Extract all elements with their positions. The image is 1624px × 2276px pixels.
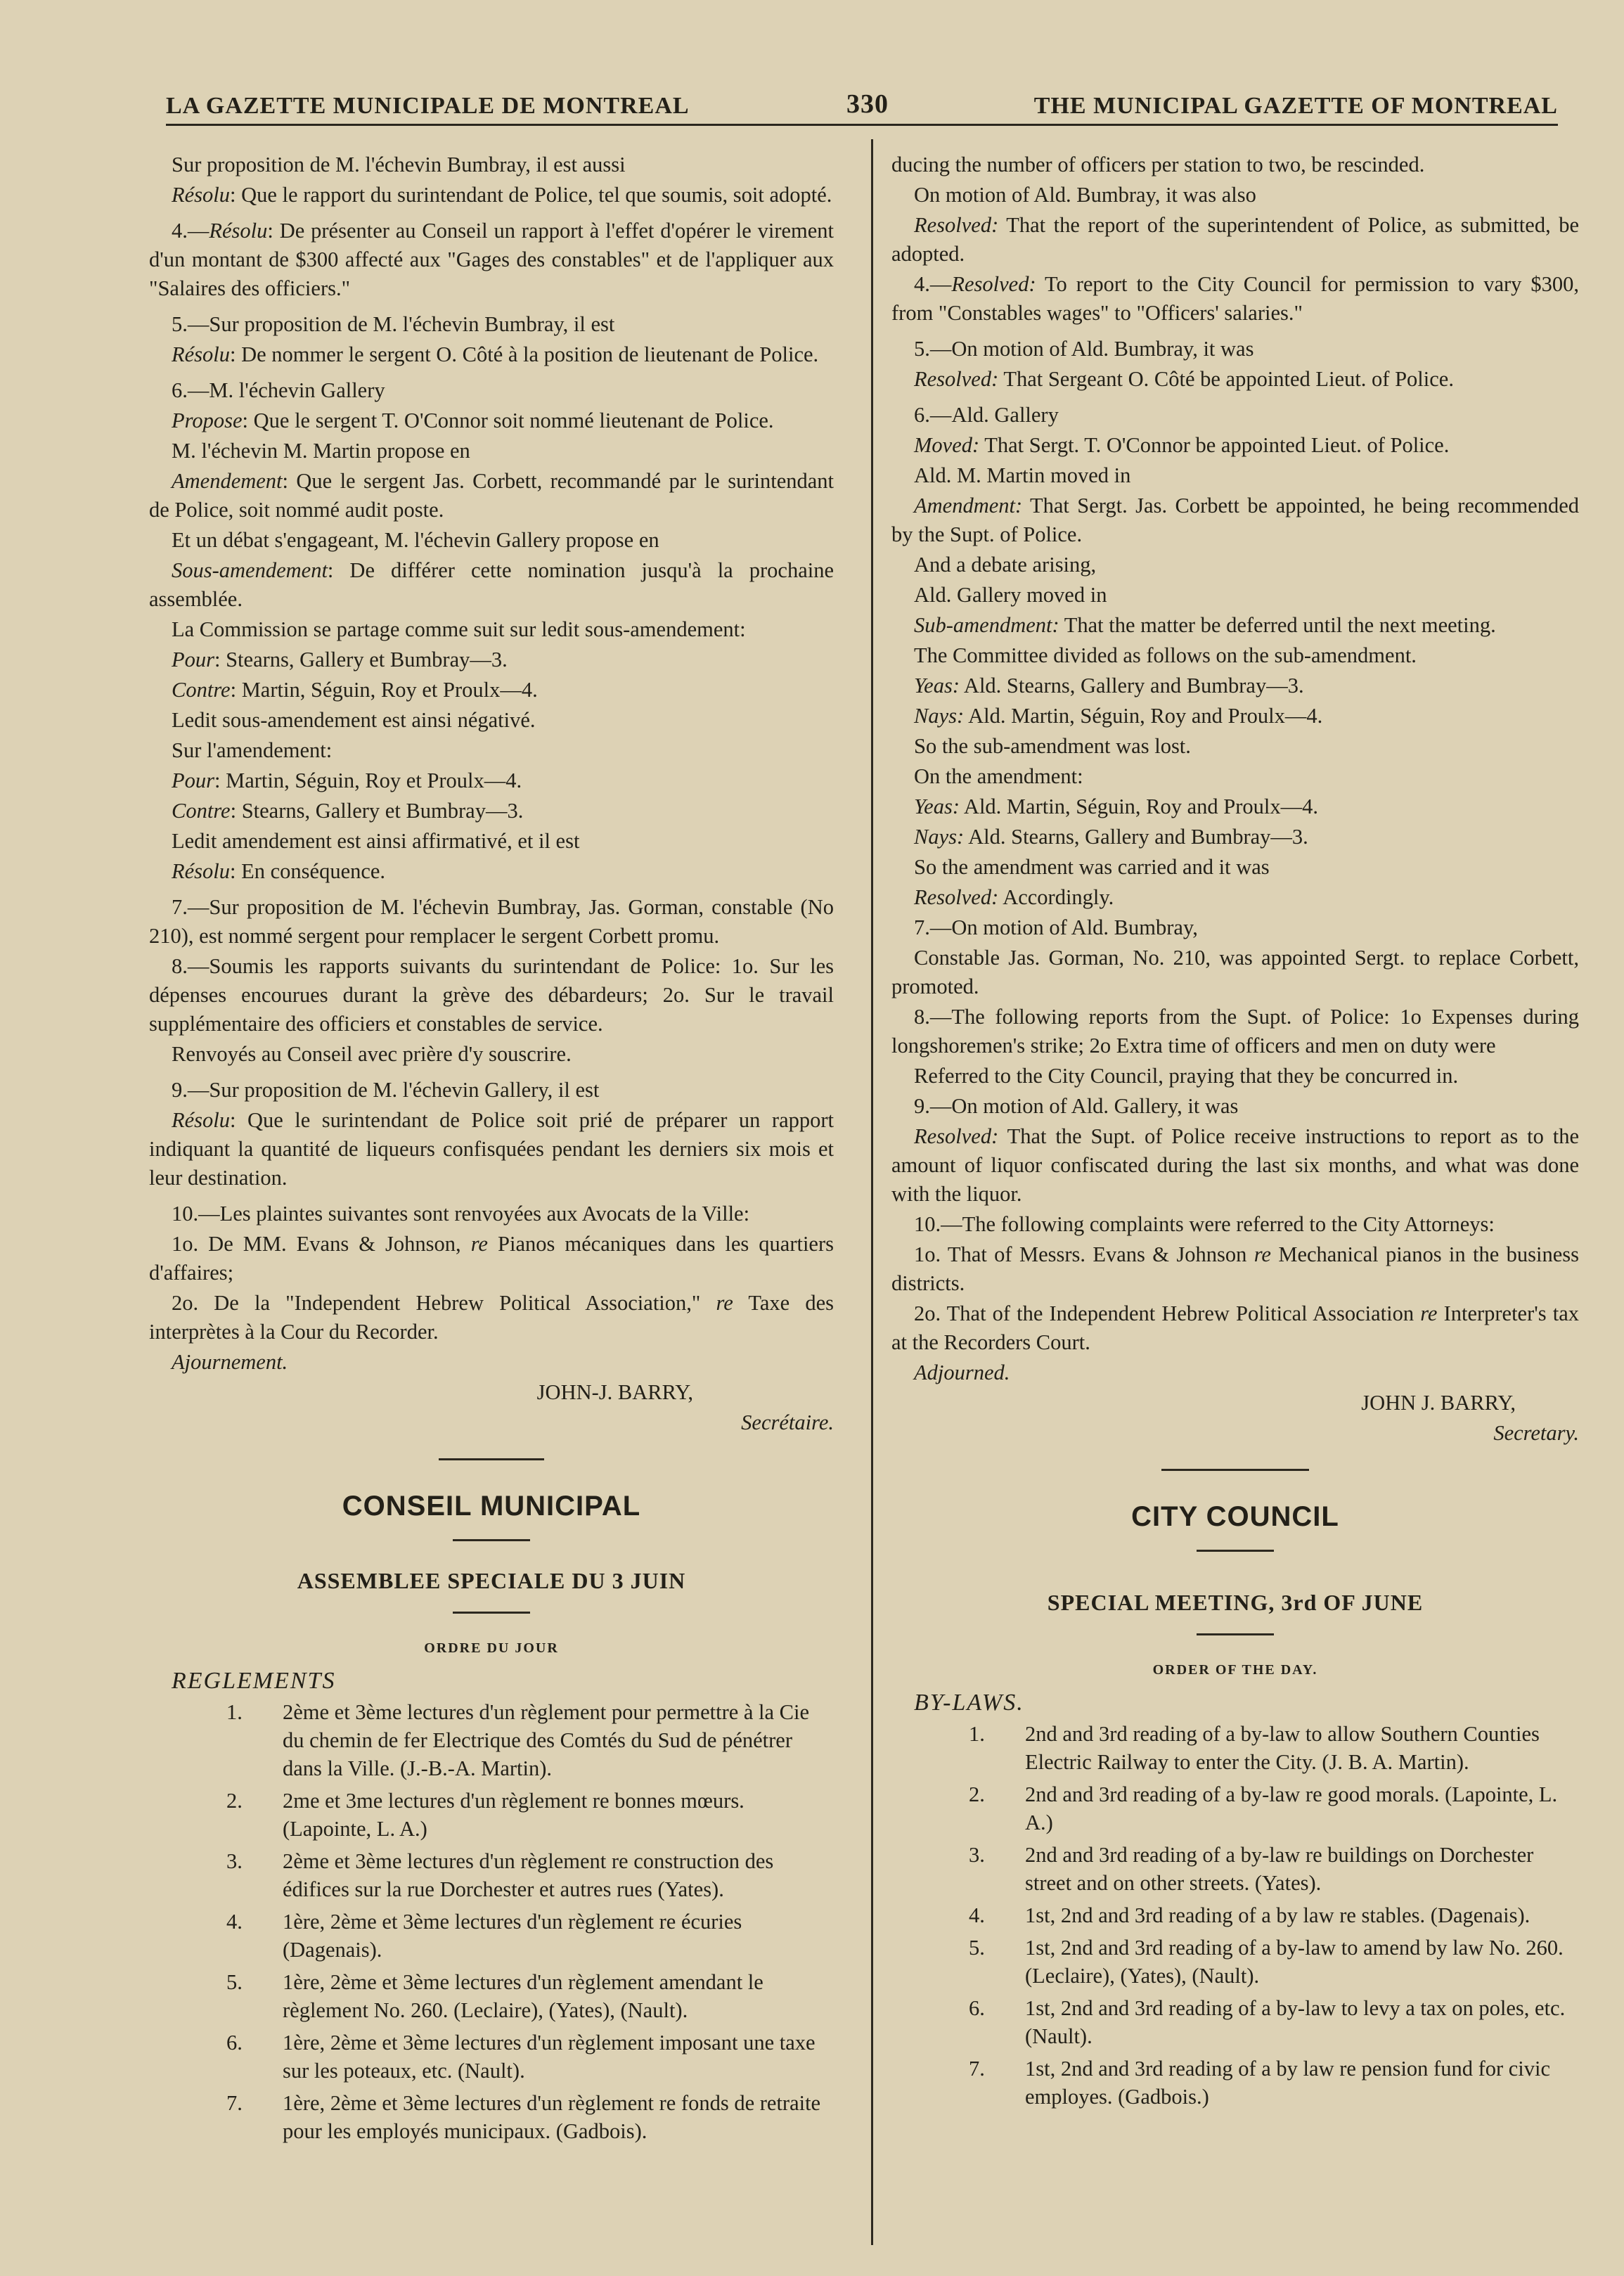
paragraph: On the amendment: bbox=[914, 764, 1083, 788]
section-rule bbox=[1161, 1469, 1309, 1471]
paragraph: Et un débat s'engageant, M. l'échevin Gallery propose en bbox=[172, 528, 659, 552]
list-item: 4. 1ère, 2ème et 3ème lectures d'un règlement re écuries (Dagenais). bbox=[226, 1910, 742, 1962]
column-divider bbox=[871, 139, 873, 2245]
list-item: 7. 1st, 2nd and 3rd reading of a by law re pension fund for civic employes. (Gadbois.) bbox=[969, 2057, 1551, 2109]
list-item: 5. 1ère, 2ème et 3ème lectures d'un règlement amendant le règlement No. 260. (Leclaire), (Yates), (Nault). bbox=[226, 1970, 763, 2022]
paragraph: Moved: That Sergt. T. O'Connor be appointed Lieut. of Police. bbox=[914, 433, 1450, 457]
paragraph: 4.—Résolu: De présenter au Conseil un rapport à l'effet d'opérer le virement d'un montant de $300 affecté aux "Gages des constables" et de l'appliquer aux "Salaires des officiers." bbox=[149, 219, 834, 300]
paragraph: 1o. That of Messrs. Evans & Johnson re Mechanical pianos in the business districts. bbox=[891, 1242, 1579, 1295]
paragraph: 10.—Les plaintes suivantes sont renvoyées aux Avocats de la Ville: bbox=[172, 1202, 750, 1226]
bylaw-list-english bbox=[891, 1720, 1579, 2111]
paragraph: Nays: Ald. Martin, Séguin, Roy and Proulx—4. bbox=[914, 704, 1323, 728]
french-column bbox=[149, 150, 834, 2149]
paragraph: Yeas: Ald. Martin, Séguin, Roy and Proulx—4. bbox=[914, 795, 1319, 818]
paragraph: Contre: Martin, Séguin, Roy et Proulx—4. bbox=[172, 678, 538, 702]
paragraph: Ald. M. Martin moved in bbox=[914, 463, 1131, 487]
paragraph: Ald. Gallery moved in bbox=[914, 583, 1107, 607]
section-title: REGLEMENTS bbox=[172, 1668, 336, 1694]
paragraph: ducing the number of officers per station to two, be rescinded. bbox=[891, 153, 1425, 176]
meeting-title: ASSEMBLEE SPECIALE DU 3 JUIN bbox=[297, 1568, 686, 1593]
council-title: CONSEIL MUNICIPAL bbox=[342, 1491, 641, 1522]
paragraph: So the amendment was carried and it was bbox=[914, 855, 1270, 879]
paragraph: Ledit sous-amendement est ainsi négativé. bbox=[172, 708, 536, 732]
list-item: 6. 1ère, 2ème et 3ème lectures d'un règlement imposant une taxe sur les poteaux, etc. (Nault). bbox=[226, 2031, 816, 2083]
paragraph: 5.—Sur proposition de M. l'échevin Bumbray, il est bbox=[172, 312, 615, 336]
paragraph: 9.—On motion of Ald. Gallery, it was bbox=[914, 1094, 1239, 1118]
paragraph: 6.—M. l'échevin Gallery bbox=[172, 378, 385, 402]
paragraph: Sur l'amendement: bbox=[172, 738, 333, 762]
paragraph: Résolu: Que le rapport du surintendant de Police, tel que soumis, soit adopté. bbox=[172, 183, 832, 207]
header-title-english: THE MUNICIPAL GAZETTE OF MONTREAL bbox=[1033, 93, 1558, 119]
signature-name: JOHN J. BARRY, bbox=[1361, 1391, 1516, 1415]
meeting-title: SPECIAL MEETING, 3rd OF JUNE bbox=[1047, 1590, 1424, 1615]
paragraph: Résolu: De nommer le sergent O. Côté à la position de lieutenant de Police. bbox=[172, 342, 819, 366]
council-title: CITY COUNCIL bbox=[1131, 1501, 1339, 1532]
list-item: 7. 1ère, 2ème et 3ème lectures d'un règlement re fonds de retraite pour les employés municipaux. (Gadbois). bbox=[226, 2091, 821, 2143]
paragraph: Pour: Stearns, Gallery et Bumbray—3. bbox=[172, 648, 508, 671]
paragraph: 4.—Resolved: To report to the City Council for permission to vary $300, from "Constables wages" to "Officers' salaries." bbox=[891, 272, 1579, 325]
adjournment: Ajournement. bbox=[172, 1350, 288, 1374]
paragraph: And a debate arising, bbox=[914, 553, 1097, 577]
list-item: 2. 2nd and 3rd reading of a by-law re good morals. (Lapointe, L. A.) bbox=[969, 1782, 1558, 1834]
paragraph: Amendement: Que le sergent Jas. Corbett, recommandé par le surintendant de Police, soit nommé audit poste. bbox=[149, 469, 834, 522]
list-item: 3. 2nd and 3rd reading of a by-law re buildings on Dorchester street and on other streets. (Yates). bbox=[969, 1843, 1534, 1895]
english-column bbox=[891, 150, 1579, 2115]
paragraph: 6.—Ald. Gallery bbox=[914, 403, 1059, 427]
adjournment: Adjourned. bbox=[914, 1361, 1010, 1384]
paragraph: Pour: Martin, Séguin, Roy et Proulx—4. bbox=[172, 769, 522, 792]
order-title: ORDRE DU JOUR bbox=[424, 1640, 559, 1656]
paragraph: Sur proposition de M. l'échevin Bumbray, il est aussi bbox=[172, 153, 626, 176]
paragraph: Amendment: That Sergt. Jas. Corbett be appointed, he being recommended by the Supt. of Police. bbox=[891, 494, 1579, 546]
list-item: 2. 2me et 3me lectures d'un règlement re bonnes mœurs. (Lapointe, L. A.) bbox=[226, 1789, 745, 1841]
paragraph: 1o. De MM. Evans & Johnson, re Pianos mécaniques dans les quartiers d'affaires; bbox=[149, 1232, 834, 1285]
paragraph: Renvoyés au Conseil avec prière d'y souscrire. bbox=[172, 1042, 572, 1066]
signature-title: Secrétaire. bbox=[741, 1410, 834, 1434]
page-header bbox=[166, 83, 1558, 126]
paragraph: 7.—Sur proposition de M. l'échevin Bumbray, Jas. Gorman, constable (No 210), est nommé sergent pour remplacer le sergent Corbett promu. bbox=[149, 895, 834, 948]
order-title: ORDER OF THE DAY. bbox=[1152, 1662, 1318, 1678]
paragraph: 9.—Sur proposition de M. l'échevin Gallery, il est bbox=[172, 1078, 600, 1102]
paragraph: Constable Jas. Gorman, No. 210, was appointed Sergt. to replace Corbett, promoted. bbox=[891, 946, 1579, 998]
signature-title: Secretary. bbox=[1493, 1421, 1579, 1445]
section-rule bbox=[1197, 1633, 1274, 1635]
paragraph: 8.—The following reports from the Supt. of Police: 1o Expenses during longshoremen's strike; 2o Extra time of officers and men on duty were bbox=[891, 1005, 1579, 1057]
paragraph: Resolved: That Sergeant O. Côté be appointed Lieut. of Police. bbox=[914, 367, 1454, 391]
section-rule bbox=[453, 1612, 530, 1614]
list-item: 5. 1st, 2nd and 3rd reading of a by-law to amend by law No. 260. (Leclaire), (Yates), (Nault). bbox=[969, 1936, 1564, 1988]
list-item: 1. 2nd and 3rd reading of a by-law to allow Southern Counties Electric Railway to enter the City. (J. B. A. Martin). bbox=[969, 1722, 1540, 1774]
paragraph: Resolved: That the Supt. of Police receive instructions to report as to the amount of liquor confiscated during the last six months, and what was done with the liquor. bbox=[891, 1124, 1579, 1206]
paragraph: Referred to the City Council, praying that they be concurred in. bbox=[914, 1064, 1459, 1088]
section-title: BY-LAWS. bbox=[914, 1690, 1024, 1716]
section-rule bbox=[453, 1539, 530, 1541]
paragraph: 2o. That of the Independent Hebrew Political Association re Interpreter's tax at the Recorders Court. bbox=[891, 1301, 1579, 1354]
signature-name: JOHN-J. BARRY, bbox=[536, 1380, 693, 1404]
paragraph: 7.—On motion of Ald. Bumbray, bbox=[914, 915, 1198, 939]
paragraph: Yeas: Ald. Stearns, Gallery and Bumbray—3. bbox=[914, 674, 1304, 697]
paragraph: The Committee divided as follows on the sub-amendment. bbox=[914, 643, 1417, 667]
paragraph: Nays: Ald. Stearns, Gallery and Bumbray—3. bbox=[914, 825, 1308, 849]
paragraph: La Commission se partage comme suit sur ledit sous-amendement: bbox=[172, 617, 746, 641]
section-rule bbox=[439, 1458, 544, 1460]
list-item: 1. 2ème et 3ème lectures d'un règlement pour permettre à la Cie du chemin de fer Electrique des Comtés du Sud de pénétrer dans la Ville. (J.-B.-A. Martin). bbox=[226, 1700, 810, 1780]
paragraph: So the sub-amendment was lost. bbox=[914, 734, 1191, 758]
paragraph: 8.—Soumis les rapports suivants du surintendant de Police: 1o. Sur les dépenses encourues durant la grève des débardeurs; 2o. Sur le travail supplémentaire des officiers et constables de service. bbox=[149, 954, 834, 1036]
paragraph: Propose: Que le sergent T. O'Connor soit nommé lieutenant de Police. bbox=[172, 409, 774, 432]
paragraph: Resolved: Accordingly. bbox=[914, 885, 1114, 909]
paragraph: Ledit amendement est ainsi affirmativé, et il est bbox=[172, 829, 580, 853]
paragraph: 2o. De la "Independent Hebrew Political Association," re Taxe des interprètes à la Cour du Recorder. bbox=[149, 1291, 834, 1344]
header-title-french: LA GAZETTE MUNICIPALE DE MONTREAL bbox=[166, 93, 690, 119]
paragraph: Sous-amendement: De différer cette nomination jusqu'à la prochaine assemblée. bbox=[149, 558, 834, 611]
section-rule bbox=[1197, 1550, 1274, 1552]
paragraph: Resolved: That the report of the superintendent of Police, as submitted, be adopted. bbox=[891, 213, 1579, 266]
paragraph: 10.—The following complaints were referred to the City Attorneys: bbox=[914, 1212, 1495, 1236]
paragraph: 5.—On motion of Ald. Bumbray, it was bbox=[914, 337, 1254, 361]
paragraph: Sub-amendment: That the matter be deferred until the next meeting. bbox=[914, 613, 1496, 637]
paragraph: Contre: Stearns, Gallery et Bumbray—3. bbox=[172, 799, 524, 823]
bylaw-list-french bbox=[149, 1698, 834, 2145]
page-number: 330 bbox=[846, 89, 889, 119]
paragraph: Résolu: En conséquence. bbox=[172, 859, 386, 883]
paragraph: Résolu: Que le surintendant de Police soit prié de préparer un rapport indiquant la quantité de liqueurs confisquées pendant les derniers six mois et leur destination. bbox=[149, 1108, 834, 1190]
list-item: 3. 2ème et 3ème lectures d'un règlement re construction des édifices sur la rue Dorchester et autres rues (Yates). bbox=[226, 1849, 774, 1901]
list-item: 4. 1st, 2nd and 3rd reading of a by law re stables. (Dagenais). bbox=[969, 1903, 1530, 1927]
paragraph: M. l'échevin M. Martin propose en bbox=[172, 439, 470, 463]
list-item: 6. 1st, 2nd and 3rd reading of a by-law to levy a tax on poles, etc. (Nault). bbox=[969, 1996, 1566, 2048]
paragraph: On motion of Ald. Bumbray, it was also bbox=[914, 183, 1256, 207]
